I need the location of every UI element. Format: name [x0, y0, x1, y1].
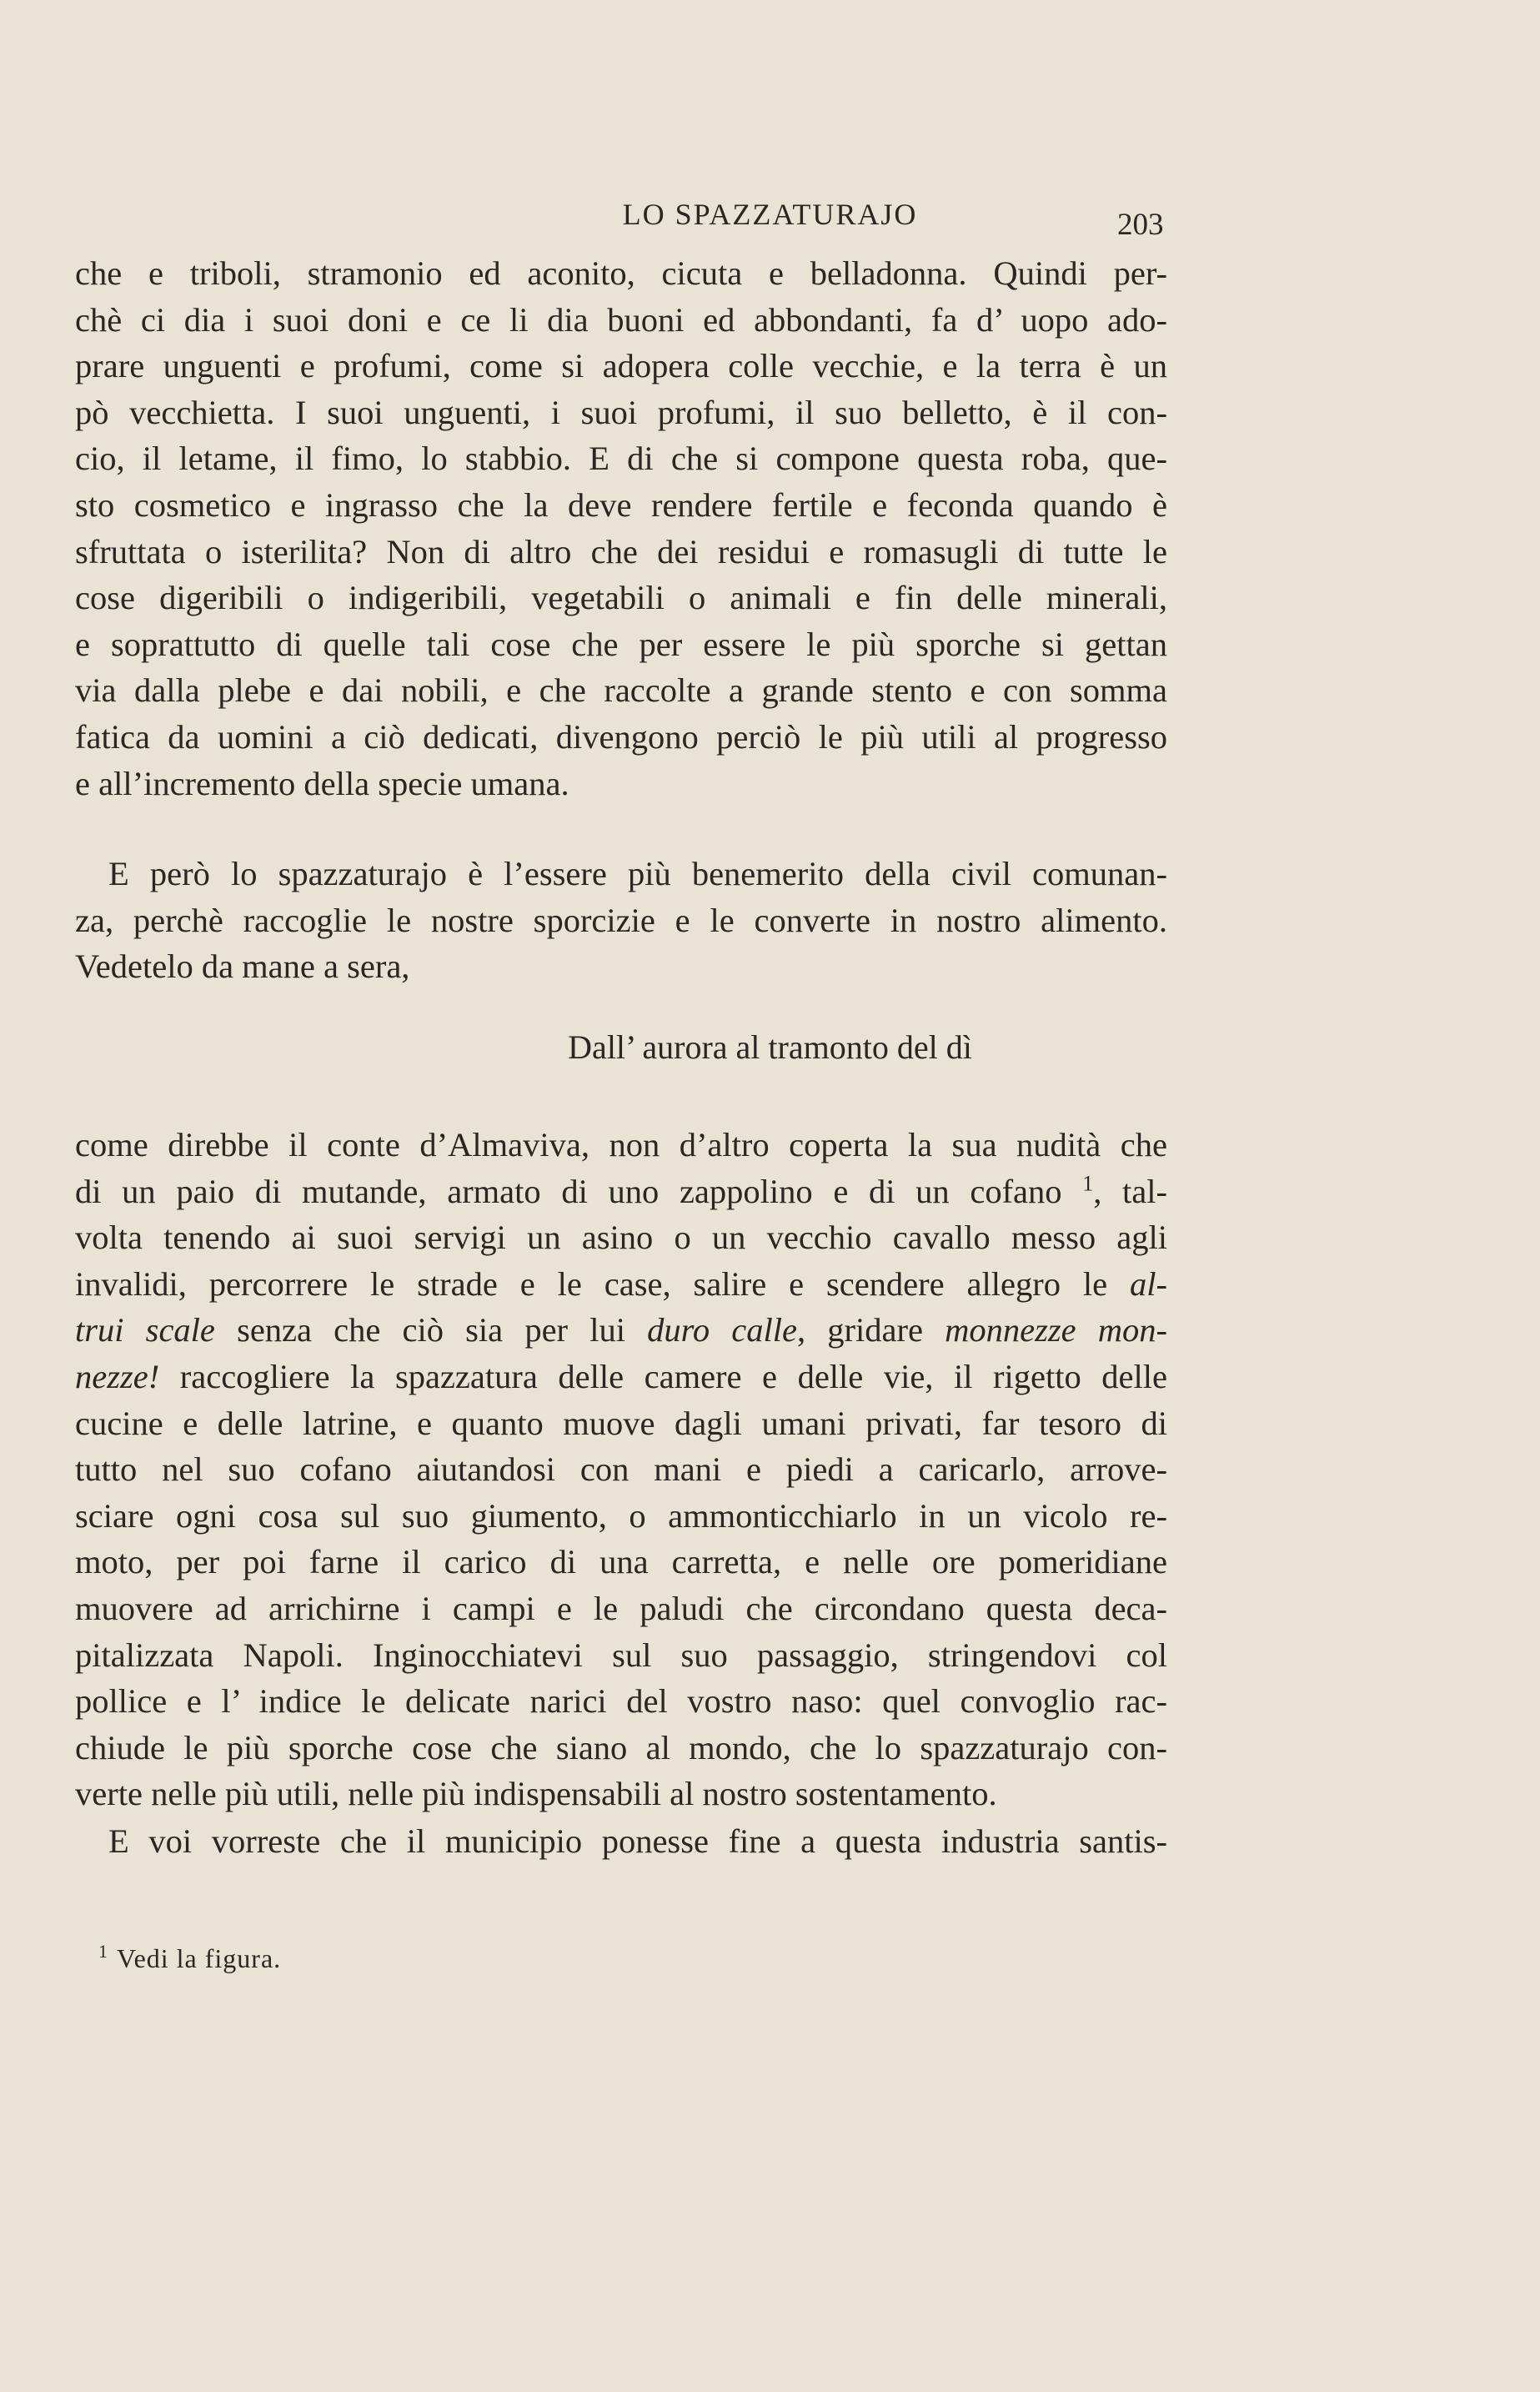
text-line: [75, 1168, 1167, 1215]
paragraph-1: [75, 250, 1167, 807]
paragraph-4: [75, 1818, 1167, 1865]
text-line: verte nelle più utili, nelle più indispensabili al nostro sostentamento.: [75, 1775, 997, 1813]
text-line: chè ci dia i suoi doni e ce li dia buoni ed abbondanti, fa d’ uopo ado-: [75, 300, 1167, 339]
text-line: Vedetelo da mane a sera,: [75, 947, 410, 986]
text-span: raccogliere la spazzatura delle camere e delle vie, il rigetto delle: [159, 1357, 1167, 1395]
text-line: volta tenendo ai suoi servigi un asino o un vecchio cavallo messo agli: [75, 1219, 1167, 1257]
italic-span: monnezze mon-: [945, 1311, 1168, 1349]
text-line: E però lo spazzaturajo è l’essere più benemerito della civil comunan-: [108, 855, 1167, 892]
text-line: E voi vorreste che il municipio ponesse fine a questa industria santis-: [108, 1822, 1167, 1860]
text-line: cucine e delle latrine, e quanto muove dagli umani privati, far tesoro di: [75, 1404, 1167, 1442]
text-line: muovere ad arrichirne i campi e le paludi che circondano questa deca-: [75, 1589, 1167, 1627]
text-line: via dalla plebe e dai nobili, e che raccolte a grande stento e con somma: [75, 671, 1167, 710]
verse-quote: Dall’ aurora al tramonto del dì: [568, 1028, 972, 1066]
text-line: pitalizzata Napoli. Inginocchiatevi sul suo passaggio, stringendovi col: [75, 1636, 1167, 1674]
text-line: [75, 1354, 1167, 1400]
text-line: come direbbe il conte d’Almaviva, non d’altro coperta la sua nudità che: [75, 1126, 1167, 1163]
text-line: sciare ogni cosa sul suo giumento, o ammonticchiarlo in un vicolo re-: [75, 1496, 1167, 1535]
paragraph-2: [75, 851, 1167, 990]
text-line: cose digeribili o indigeribili, vegetabili o animali e fin delle minerali,: [75, 579, 1167, 617]
italic-span: al-: [1130, 1264, 1167, 1303]
footnote-text: Vedi la figura.: [117, 1943, 282, 1973]
footnote-marker: 1: [98, 1941, 108, 1962]
italic-span: nezze!: [75, 1357, 160, 1395]
text-line: za, perchè raccoglie le nostre sporcizie e le converte in nostro alimento.: [75, 901, 1167, 939]
text-line: e soprattutto di quelle tali cose che per essere le più sporche si gettan: [75, 625, 1167, 663]
italic-span: duro calle: [647, 1311, 798, 1349]
paragraph-3: [75, 1122, 1167, 1817]
footnote-ref: 1: [1082, 1171, 1094, 1196]
running-head: LO SPAZZATURAJO: [622, 198, 918, 231]
text-span: invalidi, percorrere le strade e le case, salire e scendere allegro le: [75, 1264, 1130, 1303]
text-line: sto cosmetico e ingrasso che la deve rendere fertile e feconda quando è: [75, 485, 1167, 524]
text-line: [75, 1261, 1167, 1308]
text-span: , gridare: [797, 1311, 946, 1349]
text-line: prare unguenti e profumi, come si adopera colle vecchie, e la terra è un: [75, 347, 1167, 385]
page-number: 203: [1117, 208, 1164, 242]
text-line: sfruttata o isterilita? Non di altro che dei residui e romasugli di tutte le: [75, 532, 1167, 570]
footnote: [98, 1943, 281, 1974]
text-line: pollice e l’ indice le delicate narici del vostro naso: quel convoglio rac-: [75, 1682, 1167, 1721]
text-span: , tal-: [1093, 1172, 1167, 1210]
text-span: senza che ciò sia per lui: [214, 1311, 648, 1349]
text-line: [75, 1307, 1167, 1354]
text-span: di un paio di mutande, armato di uno zappolino e di un cofano: [75, 1172, 1083, 1210]
italic-span: trui scale: [75, 1311, 215, 1349]
text-line: cio, il letame, il fimo, lo stabbio. E di che si compone questa roba, que-: [75, 440, 1167, 478]
text-line: moto, per poi farne il carico di una carretta, e nelle ore pomeridiane: [75, 1543, 1167, 1581]
text-line: che e triboli, stramonio ed aconito, cicuta e belladonna. Quindi per-: [75, 254, 1167, 292]
text-line: tutto nel suo cofano aiutandosi con mani e piedi a caricarlo, arrove-: [75, 1450, 1167, 1489]
text-line: chiude le più sporche cose che siano al mondo, che lo spazzaturajo con-: [75, 1728, 1167, 1766]
text-line: fatica da uomini a ciò dedicati, divengono perciò le più utili al progresso: [75, 717, 1167, 756]
text-line: pò vecchietta. I suoi unguenti, i suoi profumi, il suo belletto, è il con-: [75, 393, 1167, 431]
text-line: e all’incremento della specie umana.: [75, 764, 569, 802]
